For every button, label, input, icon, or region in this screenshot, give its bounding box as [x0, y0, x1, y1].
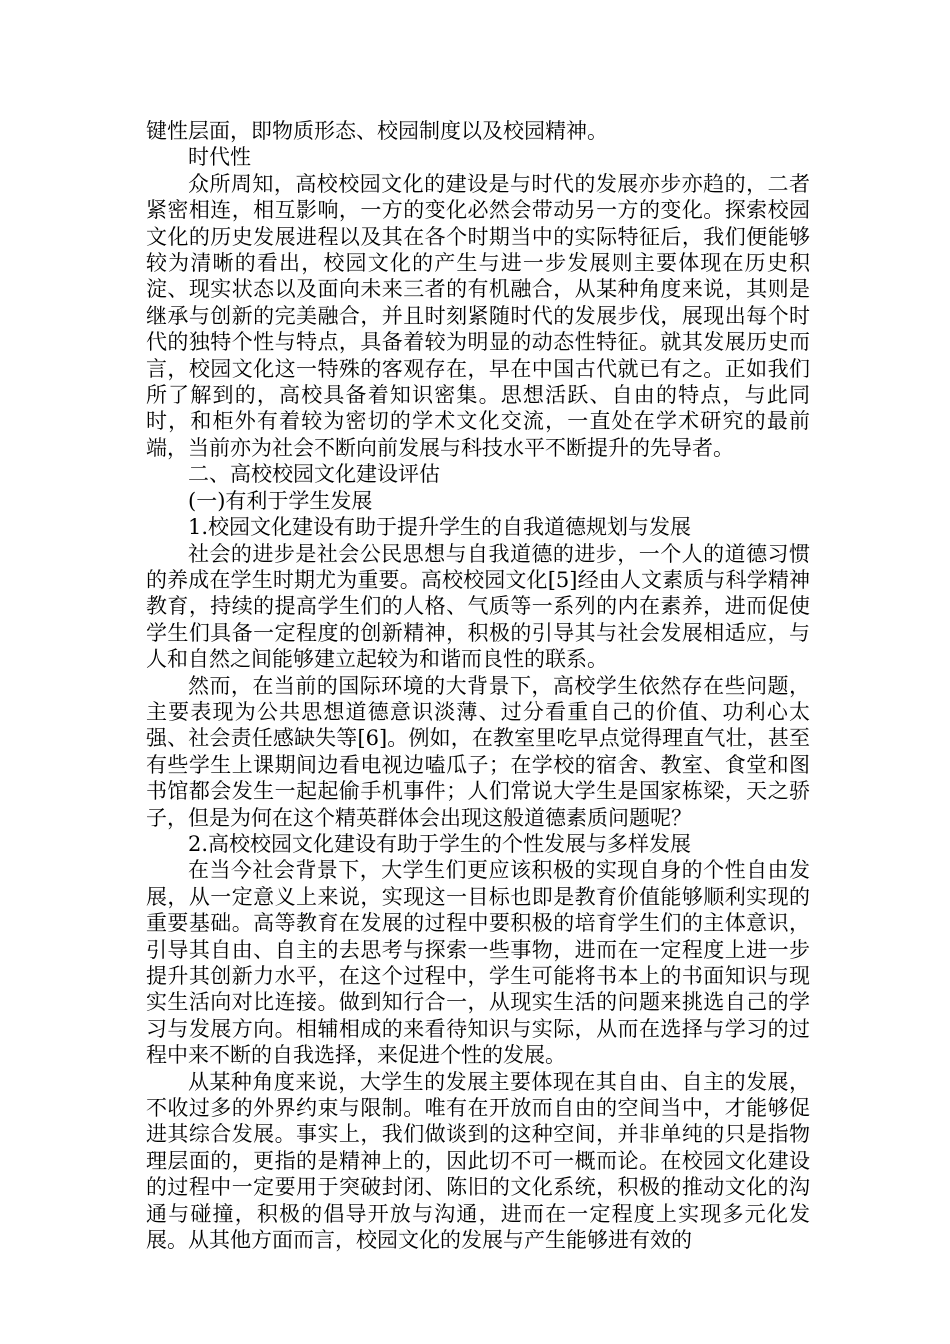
paragraph-problems-body: 然而，在当前的国际环境的大背景下，高校学生依然存在些问题，主要表现为公共思想道德意识淡薄、过分看重自己的价值、功利心太强、社会责任感缺失等[6]。例如，在教室里吃早点觉得理直气壮，甚至有些学生上课期间边看电视边嗑瓜子；在学校的宿舍、教室、食堂和图书馆都会发生一起起偷手机事件；人们常说大学生是国家栋梁，天之骄子，但是为何在这个精英群体会出现这般道德素质问题呢？ [146, 673, 810, 830]
subheading-era: 时代性 [188, 145, 251, 170]
subsection-heading-student-development: (一)有利于学生发展 [188, 488, 373, 513]
document-body [146, 118, 810, 1253]
paragraph-era-body: 众所周知，高校校园文化的建设是与时代的发展亦步亦趋的，二者紧密相连，相互影响，一方的变化必然会带动另一方的变化。探索校园文化的历史发展进程以及其在各个时期当中的实际特征后，我们便能够较为清晰的看出，校园文化的产生与进一步发展则主要体现在历史积淀、现实状态以及面向未来三者的有机融合，从某种角度来说，其则是继承与创新的完美融合，并且时刻紧随时代的发展步伐，展现出每个时代的独特个性与特点，具备着较为明显的动态性特征。就其发展历史而言，校园文化这一特殊的客观存在，早在中国古代就已有之。正如我们所了解到的，高校具备着知识密集。思想活跃、自由的特点，与此同时，和柜外有着较为密切的学术文化交流，一直处在学术研究的最前端，当前亦为社会不断向前发展与科技水平不断提升的先导者。 [146, 171, 810, 460]
paragraph-moral-body: 社会的进步是社会公民思想与自我道德的进步，一个人的道德习惯的养成在学生时期尤为重要。高校校园文化[5]经由人文素质与科学精神教育，持续的提高学生们的人格、气质等一系列的内在素养，进而促使学生们具备一定程度的创新精神，积极的引导其与社会发展相适应，与人和自然之间能够建立起较为和谐而良性的联系。 [146, 541, 810, 672]
paragraph-freedom-body: 从某种角度来说，大学生的发展主要体现在其自由、自主的发展，不收过多的外界约束与限制。唯有在开放而自由的空间当中，才能够促进其综合发展。事实上，我们做谈到的这种空间，并非单纯的只是指物理层面的，更指的是精神上的，因此切不可一概而论。在校园文化建设的过程中一定要用于突破封闭、陈旧的文化系统，积极的推动文化的沟通与碰撞，积极的倡导开放与沟通，进而在一定程度上实现多元化发展。从其他方面而言，校园文化的发展与产生能够进有效的 [146, 1069, 810, 1253]
item-heading-individuality: 2.高校校园文化建设有助于学生的个性发展与多样发展 [188, 831, 692, 856]
paragraph-individuality-body: 在当今社会背景下，大学生们更应该积极的实现自身的个性自由发展，从一定意义上来说，实现这一目标也即是教育价值能够顺利实现的重要基础。高等教育在发展的过程中要积极的培育学生们的主体意识，引导其自由、自主的去思考与探索一些事物，进而在一定程度上进一步提升其创新力水平，在这个过程中，学生可能将书本上的书面知识与现实生活向对比连接。做到知行合一，从现实生活的问题来挑选自己的学习与发展方向。相辅相成的来看待知识与实际，从而在选择与学习的过程中来不断的自我选择，来促进个性的发展。 [146, 858, 810, 1068]
item-heading-moral: 1.校园文化建设有助于提升学生的自我道德规划与发展 [188, 515, 692, 540]
section-heading-evaluation: 二、高校校园文化建设评估 [188, 462, 440, 487]
paragraph-continuation: 键性层面，即物质形态、校园制度以及校园精神。 [146, 119, 608, 143]
